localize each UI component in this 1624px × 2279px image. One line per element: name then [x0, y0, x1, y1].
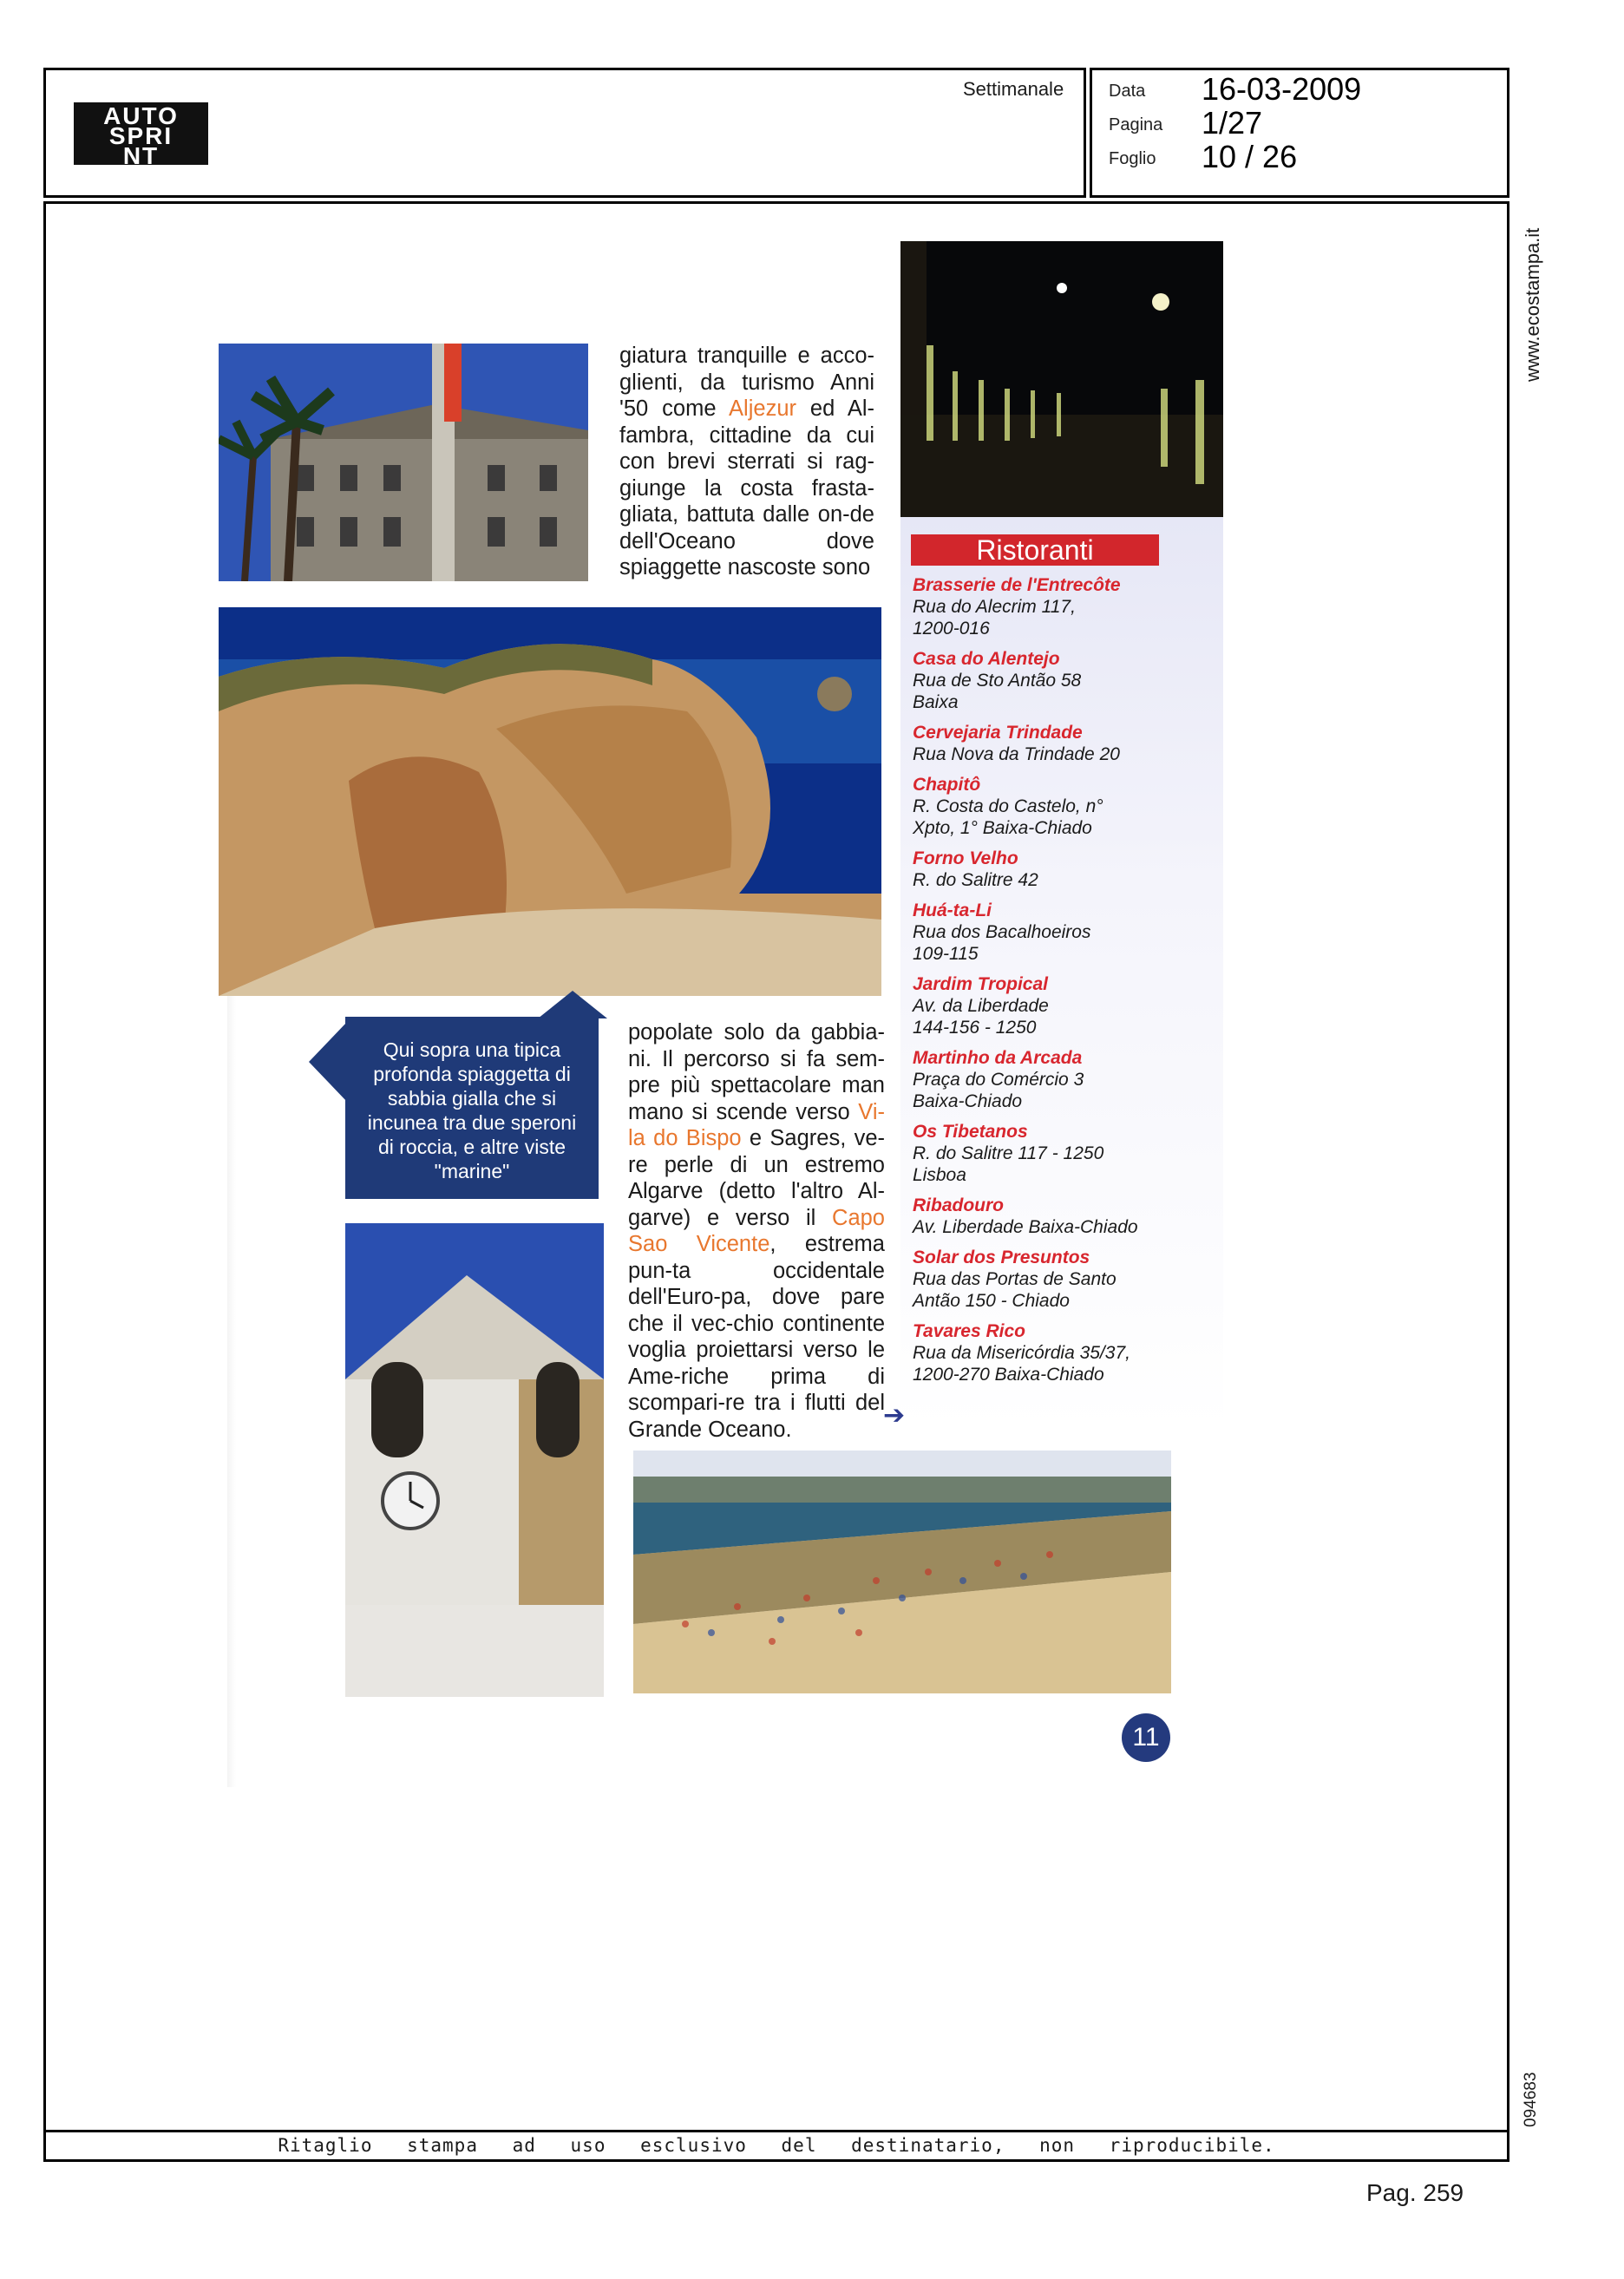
footer-note: Ritaglio stampa ad uso esclusivo del destinatario, non riproducibile.: [278, 2135, 1275, 2156]
restaurant-address: Rua das Portas de Santo Antão 150 - Chiado: [913, 1269, 1116, 1311]
photo-cliff-beach: [219, 607, 881, 996]
tower-illustration: [345, 1223, 604, 1697]
photo-clock-tower: [345, 1223, 604, 1697]
restaurant-name: Ribadouro: [913, 1195, 1004, 1215]
restaurant-address: R. do Salitre 117 - 1250 Lisboa: [913, 1143, 1104, 1185]
restaurant-name: Brasserie de l'Entrecôte: [913, 575, 1121, 595]
restaurant-address: R. do Salitre 42: [913, 870, 1038, 890]
date-value: 16-03-2009: [1202, 71, 1362, 107]
beach-illustration: [633, 1451, 1171, 1693]
restaurant-name: Tavares Rico: [913, 1321, 1025, 1341]
restaurant-entry: [913, 1320, 1216, 1385]
fountains-illustration: [900, 241, 1223, 517]
restaurant-address: Av. Liberdade Baixa-Chiado: [913, 1217, 1138, 1237]
restaurant-address: Praça do Comércio 3 Baixa-Chiado: [913, 1070, 1084, 1111]
restaurant-name: Forno Velho: [913, 848, 1018, 868]
restaurant-entry: [913, 648, 1216, 713]
restaurants-heading: Ristoranti: [911, 534, 1159, 566]
photo-caption: Qui sopra una tipica profonda spiaggetta di sabbia gialla che si incunea tra due speroni di roccia, e altre viste "marine": [345, 1017, 599, 1199]
restaurant-entry: [913, 1047, 1216, 1112]
restaurant-name: Os Tibetanos: [913, 1122, 1028, 1142]
logo-line-1: AUTO: [103, 102, 179, 129]
side-url: [1509, 227, 1562, 399]
restaurant-name: Cervejaria Trindade: [913, 723, 1083, 743]
place-aljezur: Aljezur: [729, 396, 796, 421]
restaurant-entry: [913, 574, 1216, 639]
restaurant-name: Martinho da Arcada: [913, 1048, 1083, 1068]
article-bottom-part-1: popolate solo da gabbia-ni. Il percorso si fa sem-pre più spettacolare man mano si scende verso: [628, 1020, 885, 1124]
caption-pointer-left: [309, 1022, 347, 1102]
restaurant-entry: [913, 1247, 1216, 1312]
restaurant-address: Rua da Misericórdia 35/37, 1200-270 Baixa-Chiado: [913, 1343, 1130, 1385]
restaurant-name: Casa do Alentejo: [913, 649, 1060, 669]
restaurant-address: Rua Nova da Trindade 20: [913, 744, 1120, 764]
restaurant-name: Chapitô: [913, 775, 981, 795]
page-number: Pag. 259: [1366, 2179, 1464, 2206]
logo-line-3: NT: [122, 142, 160, 169]
restaurant-entry: [913, 774, 1216, 839]
restaurant-entry: [913, 1195, 1216, 1238]
restaurant-address: Av. da Liberdade 144-156 - 1250: [913, 996, 1049, 1038]
article-text-bottom: [628, 1019, 885, 1443]
article-top-part-2: ed Al-fambra, cittadine da cui con brevi sterrati si rag-giunge la costa frasta-gliata, battuta dalle on-de dell'Oceano dove spiaggette nascoste sono: [619, 396, 874, 580]
page-value: 1/27: [1202, 105, 1263, 141]
logo-line-2: SPRI: [108, 122, 174, 149]
restaurant-address: Rua dos Bacalhoeiros 109-115: [913, 922, 1091, 964]
cliff-illustration: [219, 607, 881, 996]
restaurant-name: Jardim Tropical: [913, 974, 1049, 994]
place-vila-do-bispo: Vi-la do Bispo: [628, 1099, 885, 1150]
photo-palace: [219, 344, 588, 581]
side-url-text: www.ecostampa.it: [1522, 227, 1543, 382]
sheet-label: Foglio: [1109, 149, 1156, 168]
photo-fountains-night: [900, 241, 1223, 517]
magazine-edge: [227, 989, 236, 1787]
magazine-page-badge: 11: [1122, 1713, 1170, 1762]
place-capo-sao-vicente: Capo Sao Vicente: [628, 1205, 885, 1256]
restaurant-address: R. Costa do Castelo, n° Xpto, 1° Baixa-Chiado: [913, 796, 1103, 838]
article-top-part-1: giatura tranquille e acco-glienti, da turismo Anni '50 come: [619, 344, 874, 421]
restaurant-entry: [913, 900, 1216, 965]
date-label: Data: [1109, 82, 1146, 101]
restaurant-entry: [913, 973, 1216, 1038]
article-text-top: [619, 343, 874, 581]
autosprint-logo: [74, 102, 208, 169]
restaurant-entry: [913, 1121, 1216, 1186]
side-code-text: 094683: [1522, 2072, 1540, 2127]
restaurant-entry: [913, 722, 1216, 765]
side-code: [1509, 2056, 1562, 2143]
caption-pointer-up: [538, 991, 607, 1018]
periodicity: Settimanale: [963, 78, 1064, 100]
article-bottom-part-2: e Sagres, ve-re perle di un estremo Algarve (detto l'altro Al-garve) e verso il: [628, 1126, 885, 1230]
sheet-value: 10 / 26: [1202, 139, 1298, 174]
right-arrow-icon: ➔: [883, 1400, 906, 1431]
page-label: Pagina: [1109, 115, 1163, 134]
restaurant-address: Rua de Sto Antão 58 Baixa: [913, 671, 1082, 712]
footer-divider: [43, 2130, 1509, 2132]
restaurant-name: Huá-ta-Li: [913, 900, 992, 920]
restaurants-list: [913, 574, 1216, 1394]
article-bottom-part-3: , estrema pun-ta occidentale dell'Euro-pa, dove pare che il vec-chio continente voglia proiettarsi verso le Ame-riche prima di scompari-re tra i flutti del Grande Oceano.: [628, 1232, 885, 1442]
restaurant-entry: [913, 848, 1216, 891]
palace-illustration: [219, 344, 588, 581]
restaurant-address: Rua do Alecrim 117, 1200-016: [913, 597, 1076, 639]
photo-crowded-beach: [633, 1451, 1171, 1693]
restaurant-name: Solar dos Presuntos: [913, 1248, 1090, 1267]
